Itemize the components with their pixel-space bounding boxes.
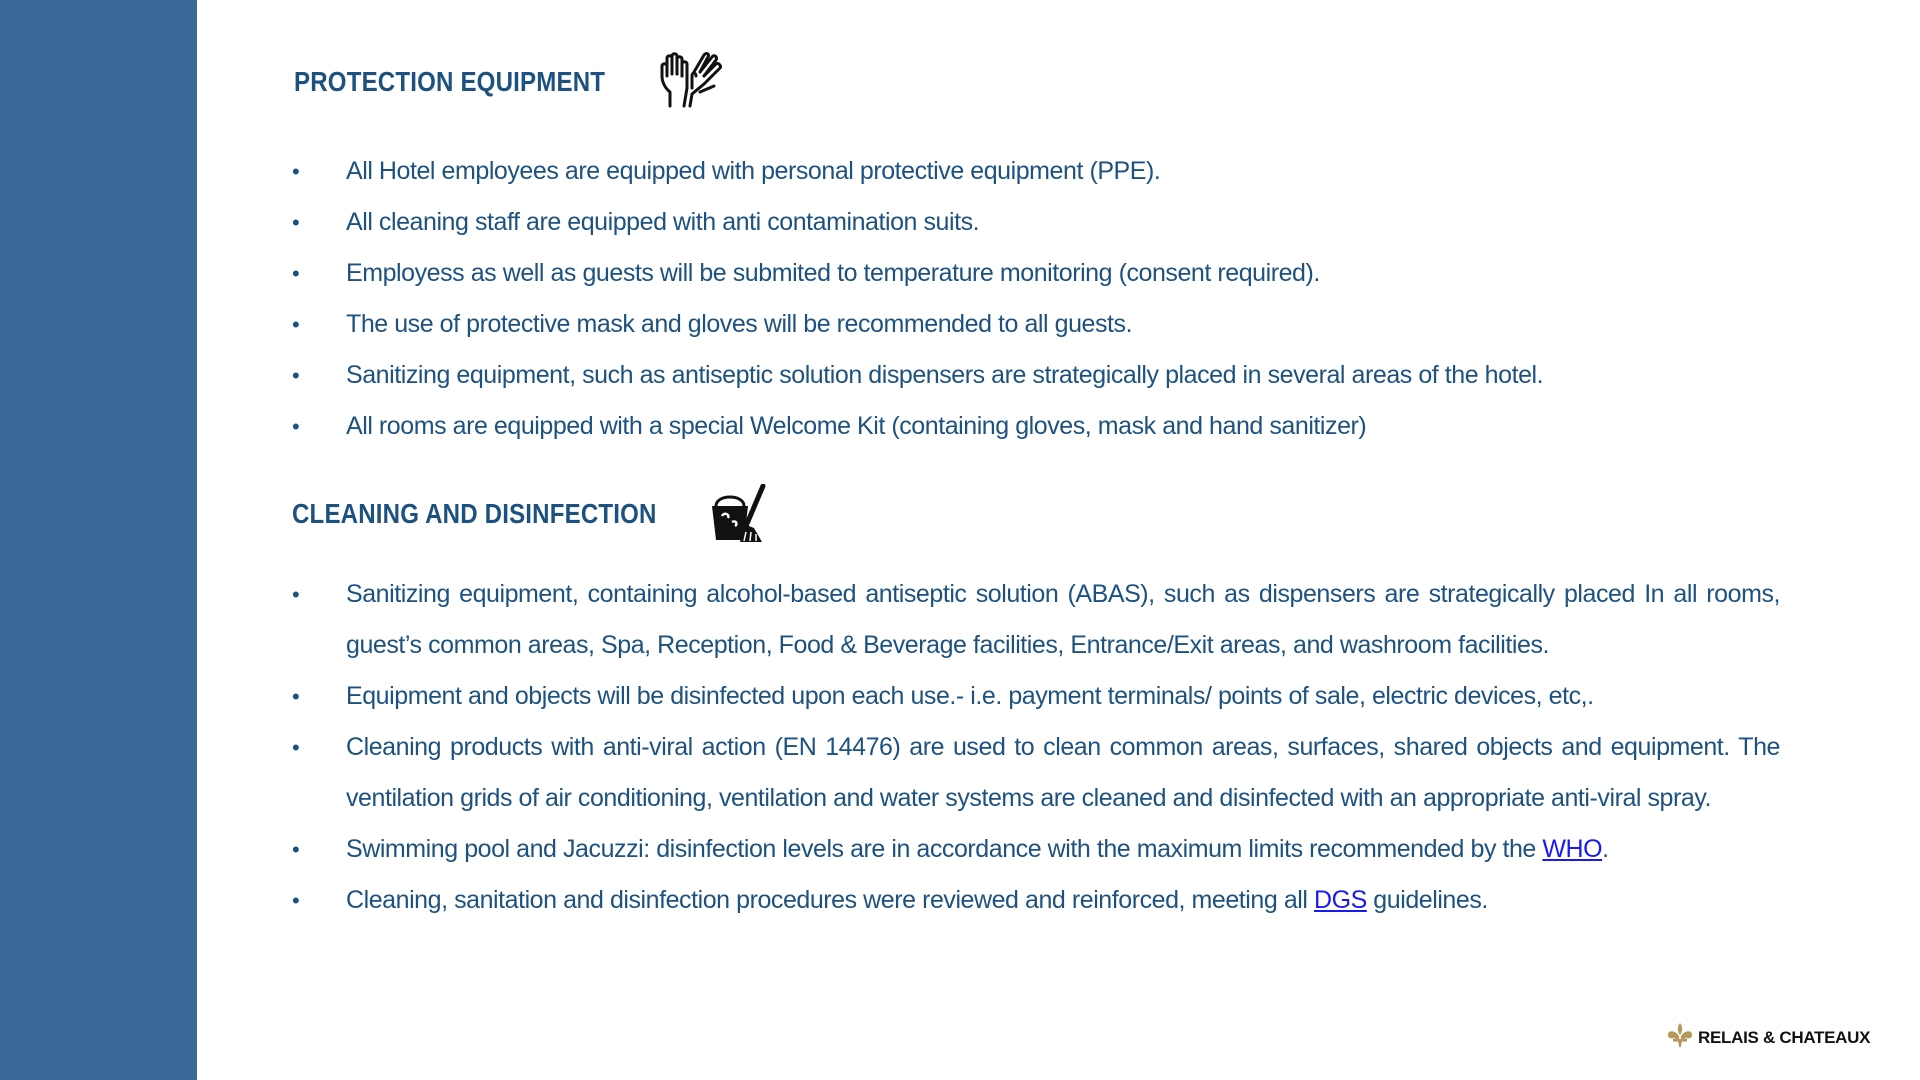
list-item bbox=[292, 824, 1780, 875]
bullet-marker: • bbox=[292, 159, 300, 184]
list-item-text: Sanitizing equipment, such as antiseptic solution dispensers are strategically placed in several areas of the hotel. bbox=[346, 361, 1544, 389]
list-item bbox=[292, 875, 1780, 926]
list-item-text: Sanitizing equipment, containing alcohol-based antiseptic solution (ABAS), such as dispensers are strategically placed In all rooms, guest’s common areas, Spa, Reception, Food & Beverage facilities, Entrance/Exit areas, and washroom facilities. bbox=[346, 580, 1780, 659]
relais-chateaux-logo bbox=[1666, 1022, 1870, 1053]
list-item bbox=[292, 299, 1780, 350]
dgs-link[interactable]: DGS bbox=[1313, 886, 1367, 914]
bullet-marker: • bbox=[292, 684, 300, 709]
logo-text: RELAIS & CHATEAUX bbox=[1698, 1027, 1871, 1047]
list-item bbox=[292, 350, 1780, 401]
list-item-text bbox=[346, 824, 1780, 875]
bullet-marker: • bbox=[292, 888, 300, 913]
bullet-marker: • bbox=[292, 582, 300, 607]
bullet-marker: • bbox=[292, 210, 300, 235]
list-item-text: All rooms are equipped with a special Welcome Kit (containing gloves, mask and hand sanitizer) bbox=[346, 412, 1367, 440]
list-item bbox=[292, 671, 1780, 722]
who-link[interactable]: WHO bbox=[1542, 835, 1603, 863]
bullet-marker: • bbox=[292, 363, 300, 388]
list-item-text: All Hotel employees are equipped with personal protective equipment (PPE). bbox=[346, 157, 1161, 185]
list-item bbox=[292, 248, 1780, 299]
fleur-de-lis-icon bbox=[1666, 1022, 1694, 1053]
dgs-item-suffix: guidelines. bbox=[1366, 886, 1488, 914]
bullet-marker: • bbox=[292, 837, 300, 862]
bullet-marker: • bbox=[292, 414, 300, 439]
list-item bbox=[292, 401, 1780, 452]
who-item-text: Swimming pool and Jacuzzi: disinfection levels are in accordance with the maximum limits recommended by the bbox=[346, 835, 1543, 863]
who-item-suffix: . bbox=[1602, 835, 1609, 863]
list-item-text: All cleaning staff are equipped with anti contamination suits. bbox=[346, 208, 980, 236]
list-item-text: Employess as well as guests will be submited to temperature monitoring (consent required). bbox=[346, 259, 1320, 287]
cleaning-disinfection-heading bbox=[292, 484, 770, 544]
section-title: PROTECTION EQUIPMENT bbox=[294, 66, 606, 97]
list-item-text bbox=[346, 875, 1780, 926]
gloves-icon bbox=[656, 52, 724, 112]
bullet-marker: • bbox=[292, 261, 300, 286]
cleaning-disinfection-list bbox=[292, 569, 1780, 926]
bullet-marker: • bbox=[292, 735, 300, 760]
list-item-text: Equipment and objects will be disinfected upon each use.- i.e. payment terminals/ points of sale, electric devices, etc,. bbox=[346, 682, 1594, 710]
protection-equipment-heading bbox=[294, 52, 724, 112]
side-band bbox=[0, 0, 197, 1080]
dgs-item-text: Cleaning, sanitation and disinfection procedures were reviewed and reinforced, meeting all bbox=[346, 886, 1314, 914]
list-item-text: The use of protective mask and gloves will be recommended to all guests. bbox=[346, 310, 1133, 338]
section-title: CLEANING AND DISINFECTION bbox=[292, 498, 657, 529]
list-item-text: Cleaning products with anti-viral action (EN 14476) are used to clean common areas, surfaces, shared objects and equipment. The ventilation grids of air conditioning, ventilation and water systems are cleaned and disinfected with an appropriate anti-viral spray. bbox=[346, 733, 1780, 812]
cleaning-bucket-icon bbox=[708, 484, 770, 544]
list-item bbox=[292, 569, 1780, 671]
list-item bbox=[292, 722, 1780, 824]
list-item bbox=[292, 146, 1780, 197]
list-item bbox=[292, 197, 1780, 248]
bullet-marker: • bbox=[292, 312, 300, 337]
protection-equipment-list bbox=[292, 146, 1780, 452]
